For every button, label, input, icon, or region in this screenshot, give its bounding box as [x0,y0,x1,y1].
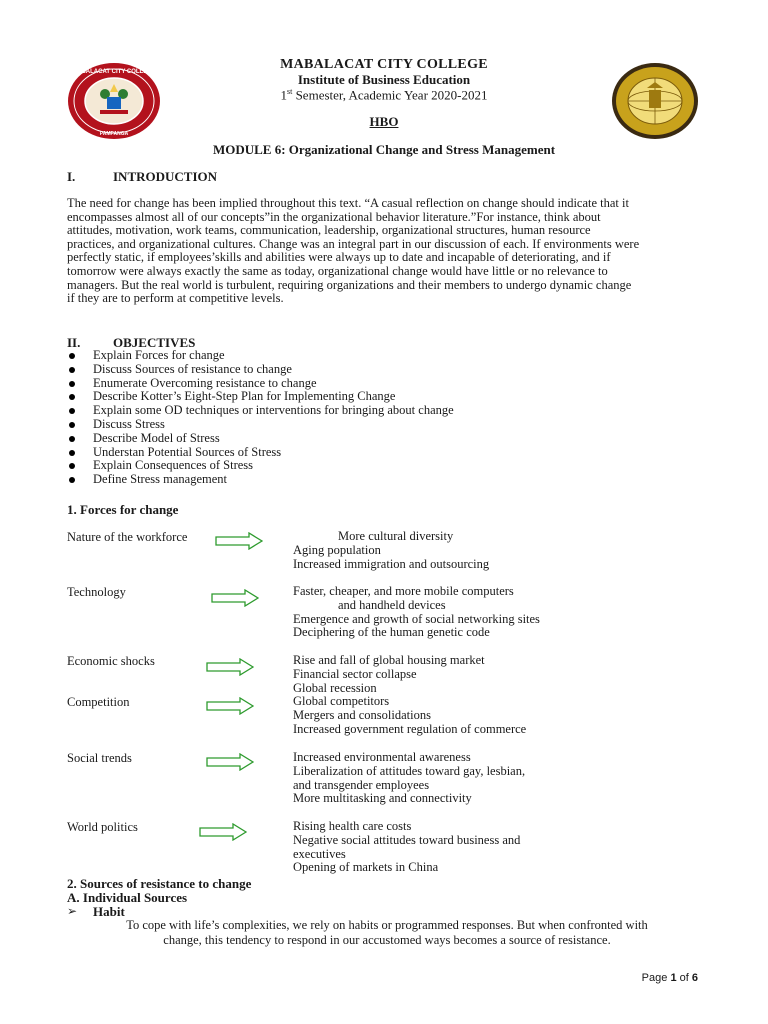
individual-sources-subheading: A. Individual Sources [67,890,188,905]
intro-line: encompasses almost all of our concepts”in the organizational behavior literature.”For instance, think about [67,209,601,224]
right-arrow-icon [206,697,254,715]
force-item: and handheld devices [338,597,446,612]
force-item: Emergence and growth of social networking sites [293,611,540,626]
intro-number: I. [67,169,76,184]
force-item: and transgender employees [293,777,430,792]
force-item: Faster, cheaper, and more mobile computers [293,584,514,598]
force-item: executives [293,846,346,861]
college-name: MABALACAT CITY COLLEGE [280,57,488,72]
force-item: Liberalization of attitudes toward gay, lesbian, [293,763,526,778]
page-number: Page 1 of 6 [641,972,698,984]
habit-label: Habit [93,904,125,919]
force-item: Deciphering of the human genetic code [293,625,490,640]
force-item: Aging population [293,542,381,557]
force-label-world-politics: World politics [67,820,138,834]
arrow-bullet-icon: ➢ [67,904,78,918]
force-items-social-trends [293,751,525,806]
objective-item: Define Stress management [67,473,454,487]
force-item: Financial sector collapse [293,666,417,681]
force-items-technology [293,585,540,640]
force-item: Increased immigration and outsourcing [293,556,490,571]
right-arrow-icon [199,823,247,841]
habit-line: change, this tendency to respond in our accustomed ways becomes a source of resistance. [163,932,611,947]
force-label-social-trends: Social trends [67,751,132,765]
right-arrow-icon [215,532,263,550]
force-item: Increased government regulation of commerce [293,721,527,736]
objective-item: Explain some OD techniques or interventions for bringing about change [67,404,454,418]
intro-line: attitudes, motivation, work teams, communication, leadership, organizational structures, human resource [67,223,591,238]
right-arrow-icon [211,589,259,607]
svg-text:PAMPANGA: PAMPANGA [99,131,129,137]
institute-name: Institute of Business Education [297,72,471,87]
objective-item: Understan Potential Sources of Stress [67,446,454,460]
intro-line: if they are to perform at competitive levels. [67,291,284,306]
objective-item: Enumerate Overcoming resistance to change [67,377,454,391]
intro-line: The need for change has been implied throughout this text. “A casual reflection on change should indicate that it [67,196,629,210]
right-arrow-icon [206,753,254,771]
force-item: Mergers and consolidations [293,707,431,722]
course-code: HBO [369,114,399,129]
right-arrow-icon [206,658,254,676]
force-item: Global recession [293,680,377,695]
force-item: More cultural diversity [338,529,454,543]
semester-line: 1st Semester, Academic Year 2020-2021 [280,87,488,103]
intro-paragraph [67,197,707,306]
forces-heading: 1. Forces for change [67,502,179,517]
force-label-technology: Technology [67,585,126,599]
intro-line: perfectly static, if employees’skills and abilities were always up to date and incapable of deteriorating, and if [67,250,611,265]
force-item: Rising health care costs [293,819,412,833]
objectives-heading: OBJECTIVES [113,335,196,350]
force-item: Negative social attitudes toward business and [293,832,521,847]
intro-heading: INTRODUCTION [113,169,218,184]
force-item: Increased environmental awareness [293,750,471,764]
objectives-number: II. [67,335,81,350]
objectives-list [67,349,454,487]
force-item: Rise and fall of global housing market [293,653,485,667]
svg-text:MABALACAT CITY COLLEGE: MABALACAT CITY COLLEGE [72,69,156,75]
force-label-economic-shocks: Economic shocks [67,654,155,668]
objective-item: Explain Consequences of Stress [67,459,454,473]
intro-line: managers. But the real world is turbulent, requiring organizations and their members to undergo dynamic change [67,277,632,292]
objective-item: Describe Model of Stress [67,432,454,446]
force-item: Global competitors [293,694,390,708]
objective-item: Discuss Sources of resistance to change [67,363,454,377]
force-items-world-politics [293,820,520,875]
habit-paragraph [67,918,707,947]
force-items-economic-shocks [293,654,485,695]
force-items-workforce [293,530,489,571]
force-items-competition [293,695,526,736]
force-item: Opening of markets in China [293,860,439,875]
resistance-heading: 2. Sources of resistance to change [67,876,252,891]
force-label-competition: Competition [67,695,130,709]
module-title: MODULE 6: Organizational Change and Stress Management [212,142,556,157]
intro-line: tomorrow were always exactly the same as today, organizational change would have little or no relevance to [67,263,608,278]
force-item: More multitasking and connectivity [293,791,472,806]
objective-item: Discuss Stress [67,418,454,432]
objective-item: Explain Forces for change [67,349,454,363]
habit-line: To cope with life’s complexities, we rely on habits or programmed responses. But when confronted with [126,918,648,932]
objective-item: Describe Kotter’s Eight-Step Plan for Implementing Change [67,390,454,404]
intro-line: practices, and organizational cultures. Change was an integral part in our discussion of each. If environments were [67,236,640,251]
force-label-workforce: Nature of the workforce [67,530,188,544]
